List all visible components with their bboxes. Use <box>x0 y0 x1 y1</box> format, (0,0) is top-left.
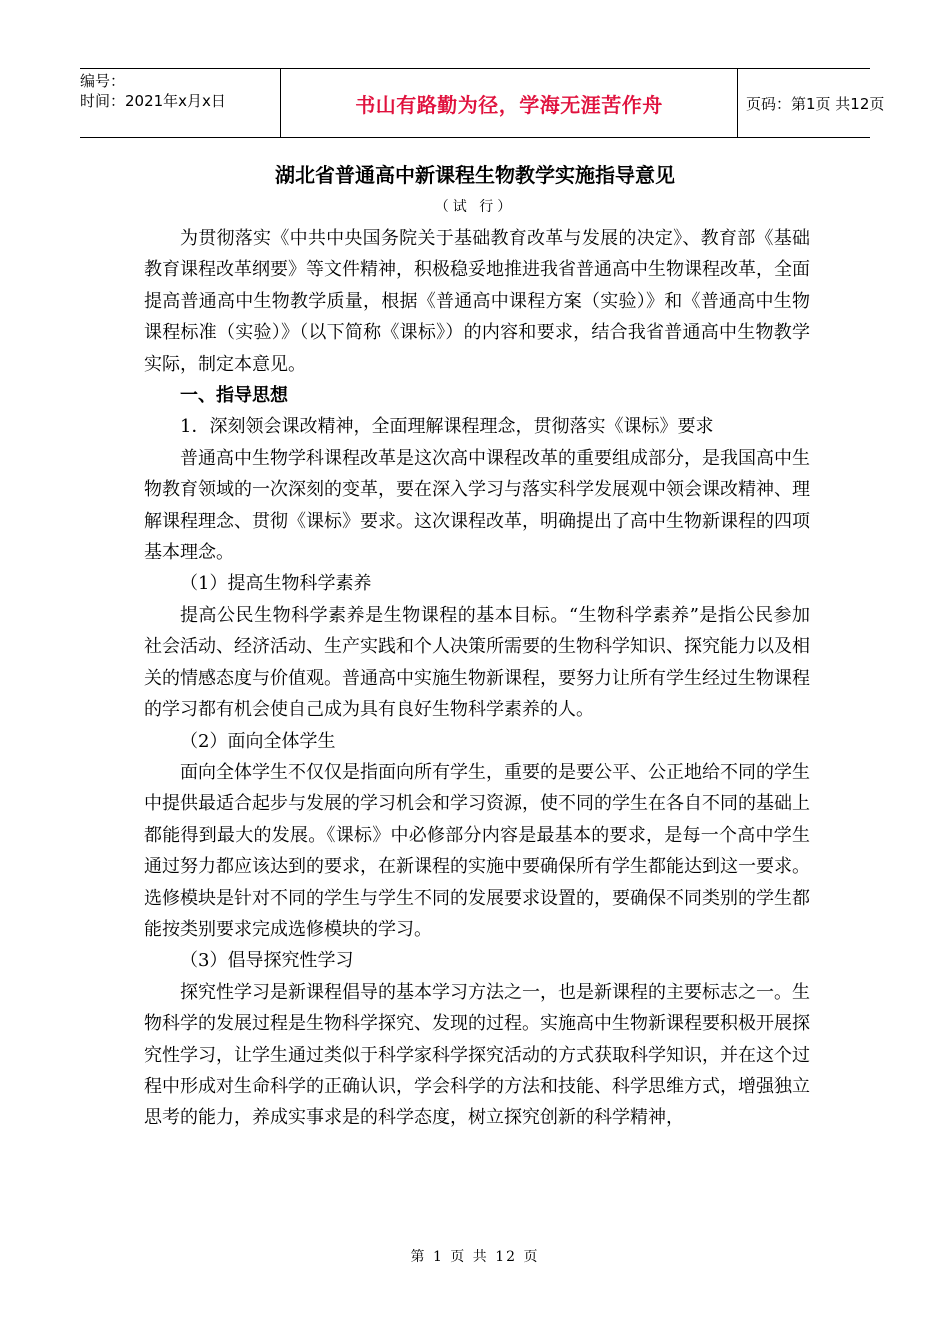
paragraph: （1）提高生物科学素养 <box>180 573 372 595</box>
document-subtitle: （试 行） <box>434 199 516 215</box>
section-heading: 一、指导思想 <box>180 385 288 407</box>
header-page-info: 页码：第1页 共12页 <box>746 94 885 113</box>
date-line: 时间：2021年x月x日 <box>80 92 226 110</box>
paragraph: 面向全体学生不仅仅是指面向所有学生，重要的是要公平、公正地给不同的学生中提供最适合起步与发展的学习机会和学习资源，使不同的学生在各自不同的基础上都能得到最大的发展。《课标》中必修部分内容是最基本的要求，是每一个高中学生通过努力都应该达到的要求，在新课程的实施中要确保所有学生都能达到这一要求。选修模块是针对不同的学生与学生不同的发展要求设置的，要确保不同类别的学生都能按类别要求完成选修模块的学习。 <box>144 761 810 940</box>
paragraph: 探究性学习是新课程倡导的基本学习方法之一，也是新课程的主要标志之一。生物科学的发展过程是生物科学探究、发现的过程。实施高中生物新课程要积极开展探究性学习，让学生通过类似于科学家科学探究活动的方式获取科学知识，并在这个过程中形成对生命科学的正确认识，学会科学的方法和技能、科学思维方式，增强独立思考的能力，养成实事求是的科学态度，树立探究创新的科学精神， <box>144 981 810 1129</box>
document-header <box>80 68 885 138</box>
number-label: 编号： <box>80 72 126 90</box>
paragraph: （3）倡导探究性学习 <box>180 950 354 972</box>
paragraph: 1．深刻领会课改精神，全面理解课程理念，贯彻落实《课标》要求 <box>180 416 714 438</box>
paragraph: 提高公民生物科学素养是生物课程的基本目标。“生物科学素养”是指公民参加社会活动、经济活动、生产实践和个人决策所需要的生物科学知识、探究能力以及相关的情感态度与价值观。普通高中实施生物新课程，要努力让所有学生经过生物课程的学习都有机会使自己成为具有良好生物科学素养的人。 <box>144 604 810 721</box>
paragraph: 为贯彻落实《中共中央国务院关于基础教育改革与发展的决定》、教育部《基础教育课程改革纲要》等文件精神，积极稳妥地推进我省普通高中生物课程改革，全面提高普通高中生物教学质量，根据《普通高中课程方案（实验）》和《普通高中生物课程标准（实验）》（以下简称《课标》）的内容和要求，结合我省普通高中生物教学实际，制定本意见。 <box>144 228 810 375</box>
document-body <box>144 223 810 1134</box>
header-meta <box>80 69 280 139</box>
page-footer: 第 1 页 共 12 页 <box>410 1249 540 1265</box>
paragraph: 普通高中生物学科课程改革是这次高中课程改革的重要组成部分，是我国高中生物教育领域的一次深刻的变革，要在深入学习与落实科学发展观中领会课改精神、理解课程理念、贯彻《课标》要求。这次课程改革，明确提出了高中生物新课程的四项基本理念。 <box>144 447 810 564</box>
motto-text: 书山有路勤为径，学海无涯苦作舟 <box>355 92 663 117</box>
paragraph: （2）面向全体学生 <box>180 730 336 752</box>
header-motto-cell <box>280 69 738 137</box>
document-title: 湖北省普通高中新课程生物教学实施指导意见 <box>275 163 675 187</box>
